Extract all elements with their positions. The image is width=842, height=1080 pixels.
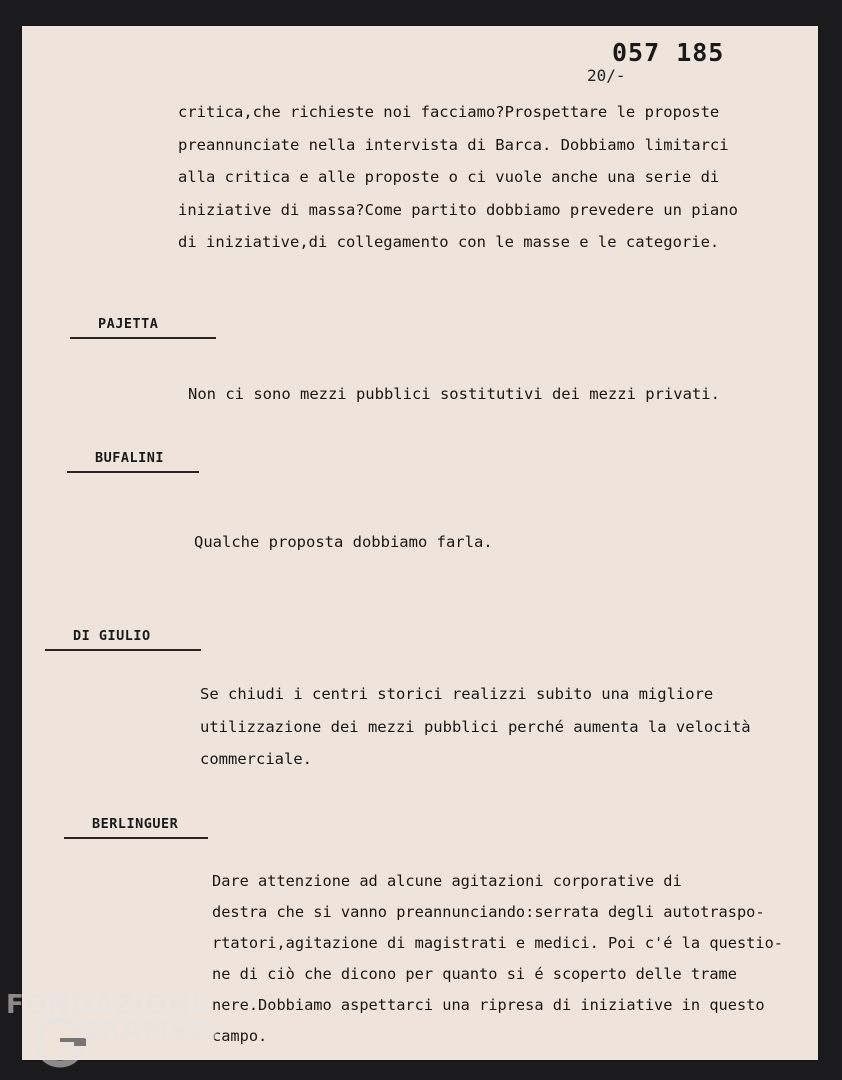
underline — [64, 837, 208, 839]
watermark-logo — [0, 986, 220, 1080]
speaker-heading — [92, 816, 178, 832]
text-line: destra che si vanno preannunciando:serrata degli autotraspo- — [212, 903, 765, 921]
text-line: utilizzazione dei mezzi pubblici perché aumenta la velocità — [200, 717, 751, 736]
speaker-text — [188, 378, 720, 411]
text-line: Non ci sono mezzi pubblici sostitutivi dei mezzi privati. — [188, 385, 720, 403]
text-line: iniziative di massa?Come partito dobbiamo prevedere un piano — [178, 200, 738, 219]
underline — [70, 337, 216, 339]
speaker-name: DI GIULIO — [73, 628, 151, 644]
document-page — [22, 26, 818, 1060]
speaker-text — [200, 678, 751, 776]
watermark-line-2: GRAMSCI — [78, 1016, 220, 1046]
text-line: Qualche proposta dobbiamo farla. — [194, 533, 493, 551]
underline — [45, 649, 201, 651]
speaker-heading — [73, 628, 151, 644]
archive-number: 057 185 — [612, 38, 725, 67]
speaker-name: PAJETTA — [98, 316, 159, 332]
speaker-name: BUFALINI — [95, 450, 165, 466]
intro-paragraph — [178, 96, 738, 259]
text-line: preannunciate nella intervista di Barca. Dobbiamo limitarci — [178, 135, 729, 154]
text-line: campo. — [212, 1027, 268, 1045]
speaker-text — [212, 866, 783, 1052]
speaker-text — [194, 526, 493, 559]
watermark-line-1: FONDAZIONE — [6, 990, 210, 1020]
text-line: rtatori,agitazione di magistrati e medici. Poi c'é la questio- — [212, 934, 783, 952]
text-line: Se chiudi i centri storici realizzi subito una migliore — [200, 685, 714, 703]
text-line: Dare attenzione ad alcune agitazioni corporative di — [212, 872, 682, 890]
underline — [67, 471, 199, 473]
speaker-heading — [95, 450, 164, 466]
text-line: di iniziative,di collegamento con le masse e le categorie. — [178, 233, 720, 251]
page-number: 20/- — [587, 66, 626, 85]
text-line: ne di ciò che dicono per quanto si é scoperto delle trame — [212, 965, 737, 983]
speaker-heading — [98, 316, 158, 332]
speaker-name: BERLINGUER — [92, 816, 179, 832]
text-line: nere.Dobbiamo aspettarci una ripresa di iniziative in questo — [212, 996, 765, 1014]
text-line: commerciale. — [200, 750, 312, 768]
text-line: critica,che richieste noi facciamo?Prospettare le proposte — [178, 103, 720, 121]
text-line: alla critica e alle proposte o ci vuole anche una serie di — [178, 168, 720, 186]
watermark-line-3: onlus — [172, 1049, 199, 1060]
